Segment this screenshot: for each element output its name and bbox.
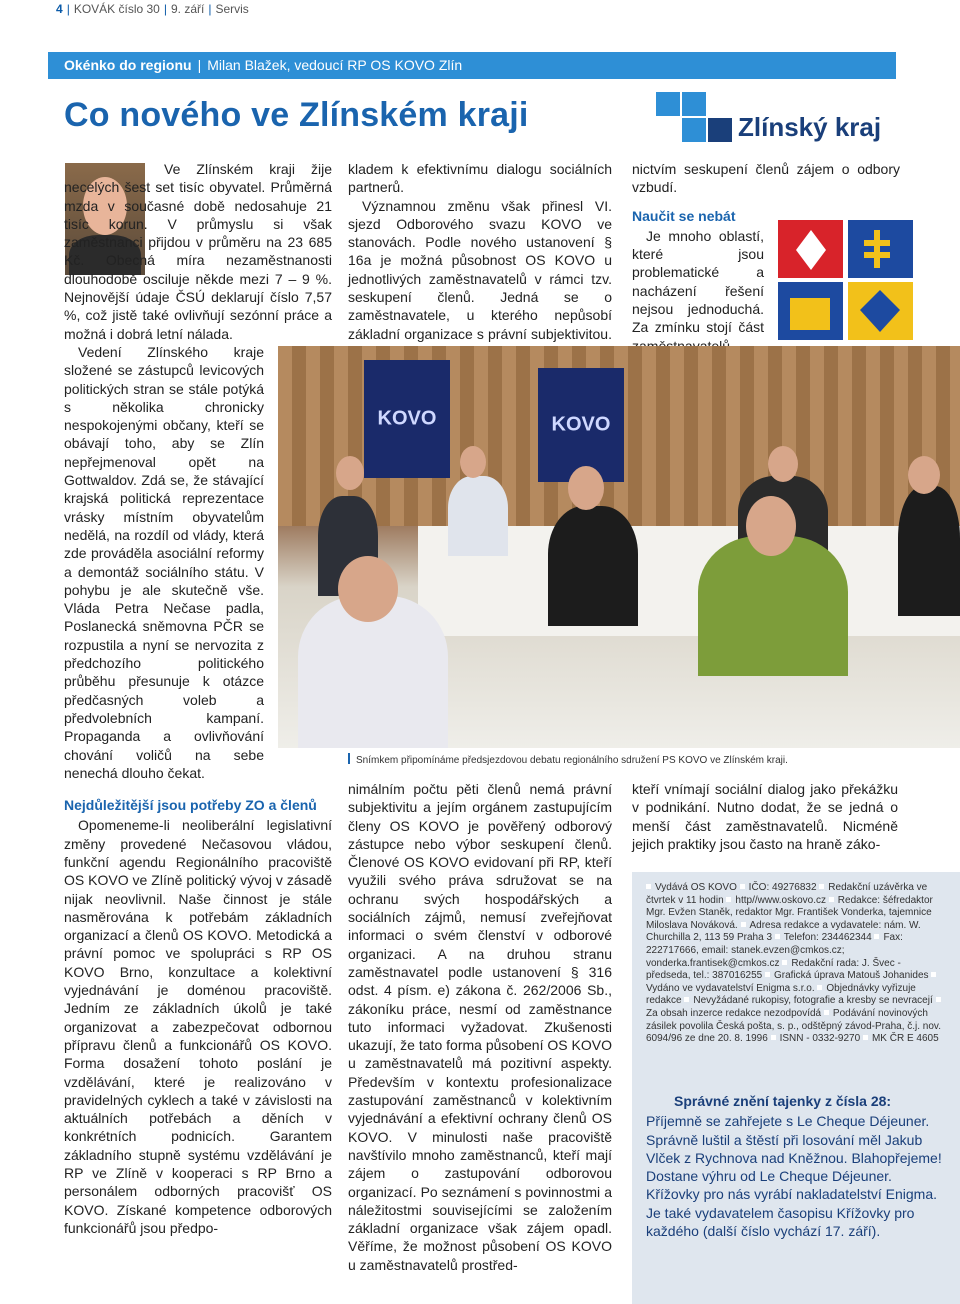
politics-paragraph: Vedení Zlínského kraje složené se zástupců levicových politických stran se stále potýká s několika chronicky nespokojenými občany, kteří se obávají toho, aby se Zlín nepřejmenoval opět na Gottwaldov. Zdá se, že stávající krajská politická reprezentace vrásky místním obyvatelům nedělá, na rozdíl od vlády, která zde prováděla asociální reformy a demontáž sociálního státu. V pohybu je ale skutečně vše. Vláda Petra Nečase padla, Poslanecká sněmovna PČR se rozpustila a nyní se nervozita z předchozího politického průběhu přesunuje k otázce předčasných voleb a předvolebních kampaní. Propaganda a ovlivňování chování voličů na sebe nenechá dlouho čekat. [64,343,264,781]
col2-para-3: nimálním počtu pěti členů nemá právní subjektivitu a jejím orgánem zastupujícím členy OS KOVO je pověřený odborový zástupce nebo výbor seskupení členů. Členové OS KOVO evidovaní při RP, kteří využili svého práva sdružovat se na ochranu svých hospodářských a sociálních zájmů, nemusí zveřejňovat informaci o svém členství v odborové organizaci. A na druhou stranu zaměstnavatel podle ustanovení § 316 odst. 4 písm. e) zákona č. 262/2006 Sb., zákoníku práce, nesmí od zaměstnance tuto informaci vyžadovat. Zkušenosti ukazují, že tato forma působení OS KOVO u zaměstnavatelů má pozitivní aspekty. Především v kontextu profesionalizace zastupování zaměstnanců v kolektivním vyjednávání a efektivní ochrany členů OS KOVO. V minulosti naše pracoviště navštívilo mnoho zaměstnanců, kteří mají zájem o zastupování odborovou organizací. Po seznámení s povinnostmi a náležitostmi souvisejícími se založením základní organizace však zájem opadl. Věříme, že možnost působení OS KOVO u zaměstnavatelů prostřed- [348,781,612,1273]
impressum-line: Vydáno ve vydavatelství Enigma s.r.o. [646,970,940,994]
page-header: 4 | KOVÁK číslo 30 | 9. září | Servis [56,2,249,16]
crossword-winner-box [632,1082,960,1304]
impressum-line: http//www.oskovo.cz [726,895,828,906]
col2-para-2: Významnou změnu však přinesl VI. sjezd Odborového svazu KOVO ve stanovách. Podle nového ustanovení § 16a je možná působnost OS KOVO u jednotlivých zaměstnavatelů v rámci tzv. seskupení členů. Jedná se o zaměstnavatele, u kterého nepůsobí základní organizace s právní subjektivitou. [348,197,612,342]
impressum-line: Telefon: 234462344 [775,932,875,943]
issue-date: 9. září [170,2,205,16]
crossword-text: Příjemně se zahřejete s Le Cheque Déjeuner. Správně luštil a štěstí při losování měl Jakub Vlček z Rychnova nad Kněžnou. Blahopřejeme! Dostane výhru od Le Cheque Déjeuner. Křížovky pro nás vyrábí nakladatelství Enigma. Je také vydavatelem časopisu Křížovky pro každého (další číslo vychází 17. září). [646,1113,942,1240]
impressum-line: Fax: 222717666, email: stanek.evzen@cmkos.cz; vonderka.frantisek@cmkos.cz [646,932,903,969]
photo-caption: Snímkem připomínáme předsjezdovou debatu regionálního sdružení PS KOVO ve Zlínském kraji. [348,753,788,766]
subheading-needs: Nejdůležitější jsou potřeby ZO a členů [64,797,317,814]
column-2-bottom [348,780,612,1274]
column-band: Okénko do regionu | Milan Blažek, vedoucí RP OS KOVO Zlín [48,52,896,79]
impressum-line: Adresa redakce a vydavatele: nám. W. Churchilla 2, 113 59 Praha 3 [646,919,921,944]
column-author: Milan Blažek, vedoucí RP OS KOVO Zlín [207,57,463,73]
col3-para-3: kteří vnímají sociální dialog jako překážku v podnikání. Nutno dodat, že se jedná o menší část zaměstnavatelů. Nicméně jejich praktiky jsou často na hraně záko- [632,781,898,852]
impressum-line: Nevyžádané rukopisy, fotografie a kresby se nevracejí [684,995,935,1006]
impressum-box [632,872,960,1082]
impressum-line: IČO: 49276832 [740,882,820,893]
magazine-issue: KOVÁK číslo 30 [73,2,160,16]
impressum-line: Redakční rada: J. Švec - předseda, tel.: 387016255 [646,957,901,982]
impressum-line: MK ČR E 4605 [863,1033,939,1044]
kovo-flag-left: KOVO [364,360,450,478]
column-3-bottom [632,780,898,853]
col3-para-1: nictvím seskupení členů zájem o odbory vzbudí. [632,161,900,196]
column-label: Okénko do regionu [64,57,192,73]
meeting-photo [278,346,960,748]
needs-paragraph: Opomeneme-li neoliberální legislativní změny provedené Nečasovou vládou, funkční agendu Regionálního pracoviště OS KOVO ve Zlíně politický vývoj v zásadě nijak neovlivnil. Naše činnost je stále nasměrována k potřebám základních organizací a členů OS KOVO. Metodická a právní pomoc ve spolupráci s RP OS KOVO Brno, konzultace a kolektivní vyjednávání je doménou pracoviště. Jedním ze základních úkolů je také organizovat a zabezpečovat odbornou přípravu členů a funkcionářů OS KOVO. Forma dosažení tohoto poslání je vzdělávání, které je realizováno v pravidelných cyklech a také v závislosti na aktuálních potřebách a děních v konkrétních podnicích. Garantem základního stupně systému vzdělávání je RP ve Zlíně v kooperaci s RP Brno a personálem odborných pracovišť OS KOVO. Získané kompetence odborových funkcionářů jsou předpo- [64,817,332,1236]
crossword-heading: Správné znění tajenky z čísla 28: [674,1093,892,1109]
col3-para-2: Je mnoho oblastí, které jsou problematické a nacházení řešení nejsou jednoduchá. Za zmínku stojí část [632,227,764,336]
article-title: Co nového ve Zlínském kraji [64,96,529,134]
impressum-line: Objednávky vyřizuje redakce [646,982,916,1007]
impressum-line: Vydává OS KOVO [646,882,740,893]
impressum-line: Redakční uzávěrka ve čtvrtek v 11 hodin [646,882,928,906]
kovo-flag-right: KOVO [538,368,624,482]
subheading-learn: Naučit se nebát [632,207,736,224]
impressum-line: Redakce: šéfredaktor Mgr. Evžen Staněk, redaktor Mgr. František Vonderka, tajemnice Miloslava Nováková. [646,894,933,931]
impressum-line: Podávání novinových zásilek povolila Česká pošta, s. p., odštěpný závod-Praha, č.j. nov. 6094/96 ze dne 20. 8. 1996 [646,1007,941,1045]
impressum-line: ISNN - 0332-9270 [771,1033,863,1044]
logo-text: Zlínský kraj [738,112,882,142]
coat-of-arms-icon [778,220,913,342]
zlinsky-kraj-logo [656,90,886,146]
intro-paragraph: Ve Zlínském kraji žije necelých šest set tisíc obyvatel. Průměrná mzda v současné době nedosahuje 21 tisíc korun. V průmyslu si však zaměstnanci přijdou v průměru na 23 685 Kč. Obecná míra nezaměstnanosti dlouhodobě osciluje někde mezi 7 – 9 %. Nejnovější údaje ČSÚ deklarují číslo 7,57 %, což jistě také ovlivňují sezónní práce a možná i dobrá letní nálada. [64,161,332,342]
section-name: Servis [215,2,249,16]
page-number: 4 [56,2,63,16]
column-2-top [348,160,612,361]
col2-para-1: kladem k efektivnímu dialogu sociálních partnerů. [348,161,612,196]
impressum-line: Grafická úprava Matouš Johanides [765,970,931,981]
impressum-line: Za obsah inzerce redakce nezodpovídá [646,995,945,1019]
